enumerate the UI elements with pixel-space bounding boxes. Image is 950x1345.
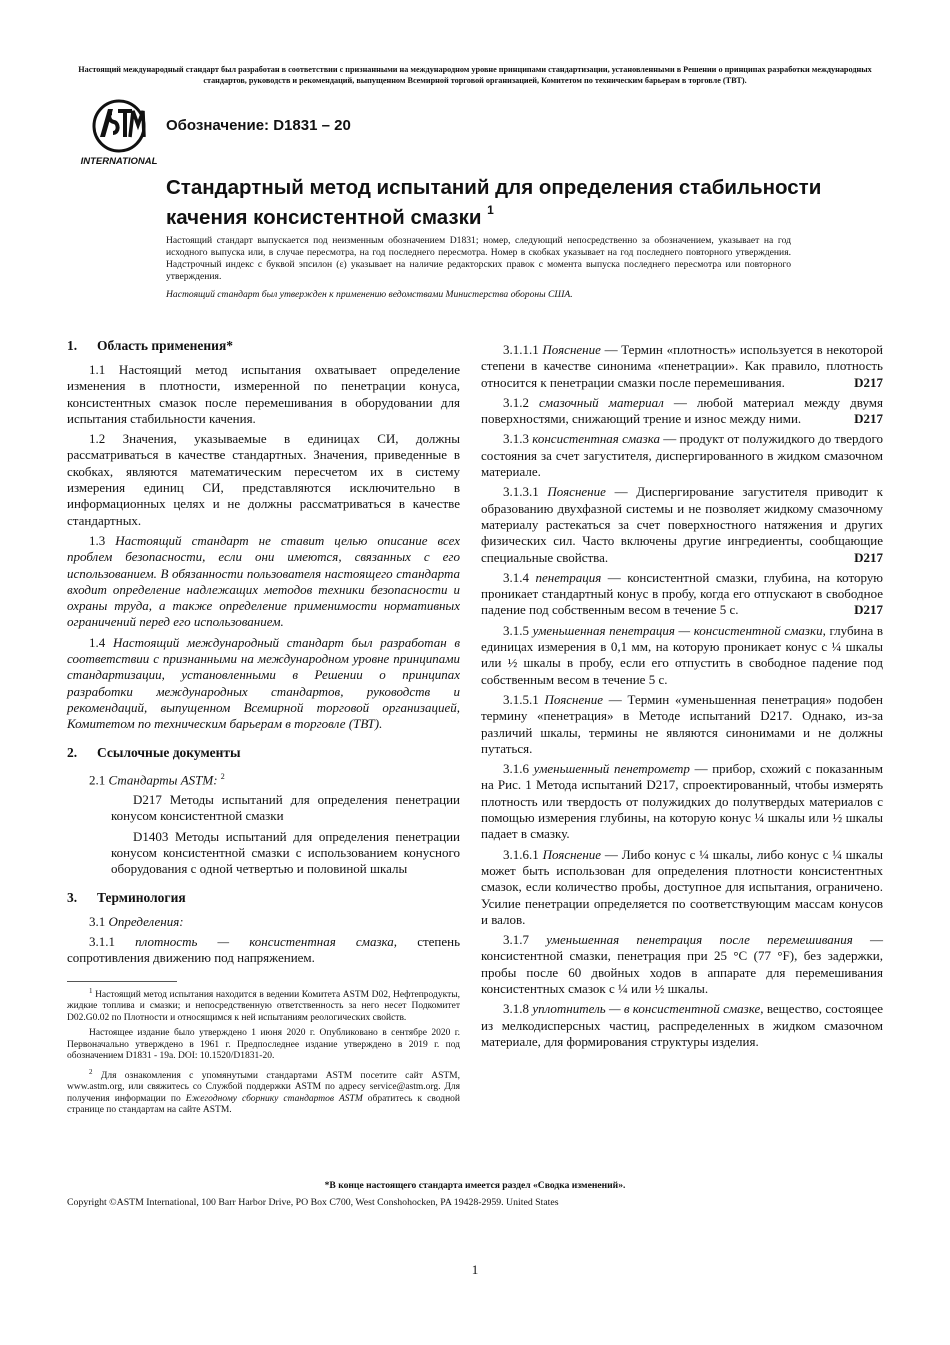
para-3-1: 3.1 Определения: (89, 913, 184, 929)
reference-d217: D217 Методы испытаний для определения пенетрации конусом консистентной смазки (111, 792, 460, 824)
para-3-1-1-1: 3.1.1.1 Пояснение — Термин «плотность» используется в некоторой степени в качестве синонима «пенетрации». Как правило, плотность относится к пенетрации смазки после перемешивания. D217 (481, 342, 883, 390)
logo-text: INTERNATIONAL (80, 156, 158, 167)
para-3-1-2: 3.1.2 смазочный материал — любой материал между двумя поверхностями, снижающий трение и износ между ними. D217 (481, 394, 883, 427)
para-3-1-6-1: 3.1.6.1 Пояснение — Либо конус с ¼ шкалы, либо конус с ¼ шкалы может быть использован для определения плотности консистентных смазок, если количество пробы, доступное для испытания, ограничено. Усилие пенетрации определяется по соответствующим массам конусов и валов. (481, 846, 884, 927)
ref-tag: D217 (854, 549, 883, 565)
approval-note: Настоящий стандарт был утвержден к применению ведомствами Министерства обороны США. (166, 289, 573, 300)
para-3-1-1: 3.1.1 плотность — консистентная смазка, степень сопротивления движению под напряжением. (67, 933, 461, 966)
right-column (481, 342, 883, 1054)
section-1-heading: 1. Область применения* (67, 338, 234, 353)
para-3-1-6: 3.1.6 уменьшенный пенетрометр — прибор, схожий с показанным на Рис. 1 Метода испытаний D217, спроектированный, чтобы измерять плотность или твердость от полужидких до полутвердых материалов с помощью измерения глубины, на которую конус ¼ шкалы или ½ шкалы падает в смазку. (481, 761, 883, 842)
designation: Обозначение: D1831 – 20 (166, 117, 351, 134)
footnote-divider (67, 981, 177, 982)
para-1-1: 1.1 Настоящий метод испытания охватывает определение изменения в плотности, измеренной по пенетрации конуса, консистентных смазок после перемешивания в оборудовании для испытания стабильности качения. (67, 362, 460, 426)
footnote-2: $^2$ Для ознакомления с упомянутыми стандартами ASTM посетите сайт ASTM, www.astm.org, или свяжитесь со Службой поддержки ASTM по адресу service@astm.org. Для получения информации по Ежегодному сборнику стандартов ASTM обратитесь к сводной странице по стандартам на сайте ASTM. (67, 1067, 461, 1116)
summary-of-changes-note: *В конце настоящего стандарта имеется раздел «Сводка изменений». (324, 1180, 626, 1191)
section-2-heading: 2. Ссылочные документы (67, 744, 241, 760)
issuance-note: Настоящий стандарт выпускается под неизменным обозначением D1831; номер, следующий непосредственно за обозначением, указывает на год исходного выпуска или, в случае пересмотра, на год последнего пересмотра. Номер в скобках указывает на год последнего повторного утверждения. Надстрочный индекс с буквой эпсилон (ε) указывает на наличие редакторских правок с момента выпуска последнего пересмотра или повторного утверждения. (166, 235, 791, 282)
para-3-1-3-1: 3.1.3.1 Пояснение — Диспергирование загустителя приводит к образованию двухфазной системы и не позволяет жидкому смазочному материалу растекаться за счет поверхностного натяжения и других физических сил. Часто включены другие ингредиенты, сообщающие специальные свойства. D217 (481, 484, 883, 565)
para-1-2: 1.2 Значения, указываемые в единицах СИ, должны рассматриваться в качестве стандартных. Значения, приведенные в скобках, являются математическим пересчетом их в систему измерения единиц СИ, представляются исключительно в информационных целях и не должны рассматриваться в качестве стандартных. (67, 431, 460, 528)
left-column (67, 338, 460, 1121)
para-1-3: 1.3 Настоящий стандарт не ставит целью описание всех проблем безопасности, если они имеются, связанных с его использованием. В обязанности пользователя настоящего стандарта входит определение надлежащих методов техники безопасности и охраны труда, а также определение применимости нормативных ограничений перед его использованием. (67, 532, 460, 630)
footnote-1: $^1$ Настоящий метод испытания находится в ведении Комитета ASTM D02, Нефтепродукты, жидкие топлива и смазки; и непосредственную ответственность за него несет Подкомитет D02.G0.02 по Плотности и относящимся к ней испытаниям реологических свойств. (67, 986, 460, 1023)
para-2-1: 2.1 Стандарты ASTM: $^2$ (89, 771, 225, 787)
section-3-heading: 3. Терминология (67, 889, 186, 905)
ref-tag: D217 (854, 374, 883, 390)
ref-tag: D217 (854, 602, 883, 618)
para-3-1-3: 3.1.3 консистентная смазка — продукт от полужидкого до твердого состояния за счет загустителя, диспергированного в жидком смазочном материале. (481, 431, 884, 480)
reference-d1403: D1403 Методы испытаний для определения пенетрации конусом консистентной смазки с использованием конусного оборудования с одной четвертью и половиной шкалы (111, 828, 460, 877)
para-1-4: 1.4 Настоящий международный стандарт был разработан в соответствии с признанными на международном уровне принципами стандартизации, установленными в Решении о принципах разработки международных стандартов, руководств и рекомендаций, выпущенном Всемирной торговой организацией, Комитетом по техническим барьерам в торговле (ТВТ). (67, 634, 461, 732)
page-number: 1 (471, 1262, 479, 1277)
astm-logo (78, 97, 160, 169)
para-3-1-5-1: 3.1.5.1 Пояснение — Термин «уменьшенная пенетрация» подобен термину «пенетрация» в Методе испытаний D217. Однако, из-за различий шкалы, термины не являются синонимами и не должны путаться. (481, 691, 884, 756)
para-3-1-7: 3.1.7 уменьшенная пенетрация после перемешивания — консистентной смазки, пенетрация при 25 °C (77 °F), без задержки, пробы после 60 двойных ходов в аппарате для перемешивания консистентных смазок с ¼ или ½ шкалы. (481, 932, 883, 996)
document-title: Стандартный метод испытаний для определения стабильности качения консистентной смазки $^1$ (166, 176, 822, 229)
para-3-1-5: 3.1.5 уменьшенная пенетрация — консистентной смазки, глубина в единицах измерения в 0,1 мм, на которую проникает конус с ¼ шкалы или ½ шкалы в пробу, если его отпустить в свободное падение под собственным весом в течение 5 с. (481, 622, 884, 687)
copyright: Copyright ©ASTM International, 100 Barr Harbor Drive, PO Box C700, West Conshohocken, PA 19428-2959. United States (67, 1197, 559, 1208)
title-footnote-ref: 1 (487, 203, 494, 217)
para-3-1-8: 3.1.8 уплотнитель — в консистентной смазке, вещество, состоящее из мелкодисперсных частиц, распределенных в жидком смазочном материале, для формирования структуры изделия. (481, 1001, 884, 1049)
para-3-1-4: 3.1.4 пенетрация — консистентной смазки, глубина, на которую проникает стандартный конус в пробу, когда его отпускают в свободное падение под собственным весом в течение 5 с. D217 (481, 569, 883, 618)
footnote-1-edition: Настоящее издание было утверждено 1 июня 2020 г. Опубликовано в сентябре 2020 г. Первоначально утверждено в 1961 г. Предпоследнее издание утверждено в 2019 г. под обозначением D1831 - 19a. DOI: 10.1520/D1831-20. (67, 1028, 460, 1062)
header-notice: Настоящий международный стандарт был разработан в соответствии с признанными на международном уровне принципами стандартизации, установленными в Решении о принципах разработки международных стандартов, руководств и рекомендаций, выпущенном Всемирной торговой организацией, Комитетом по техническим барьерам в торговле (ТВТ). (78, 65, 872, 85)
intro-block (166, 235, 791, 301)
ref-tag: D217 (854, 411, 883, 427)
